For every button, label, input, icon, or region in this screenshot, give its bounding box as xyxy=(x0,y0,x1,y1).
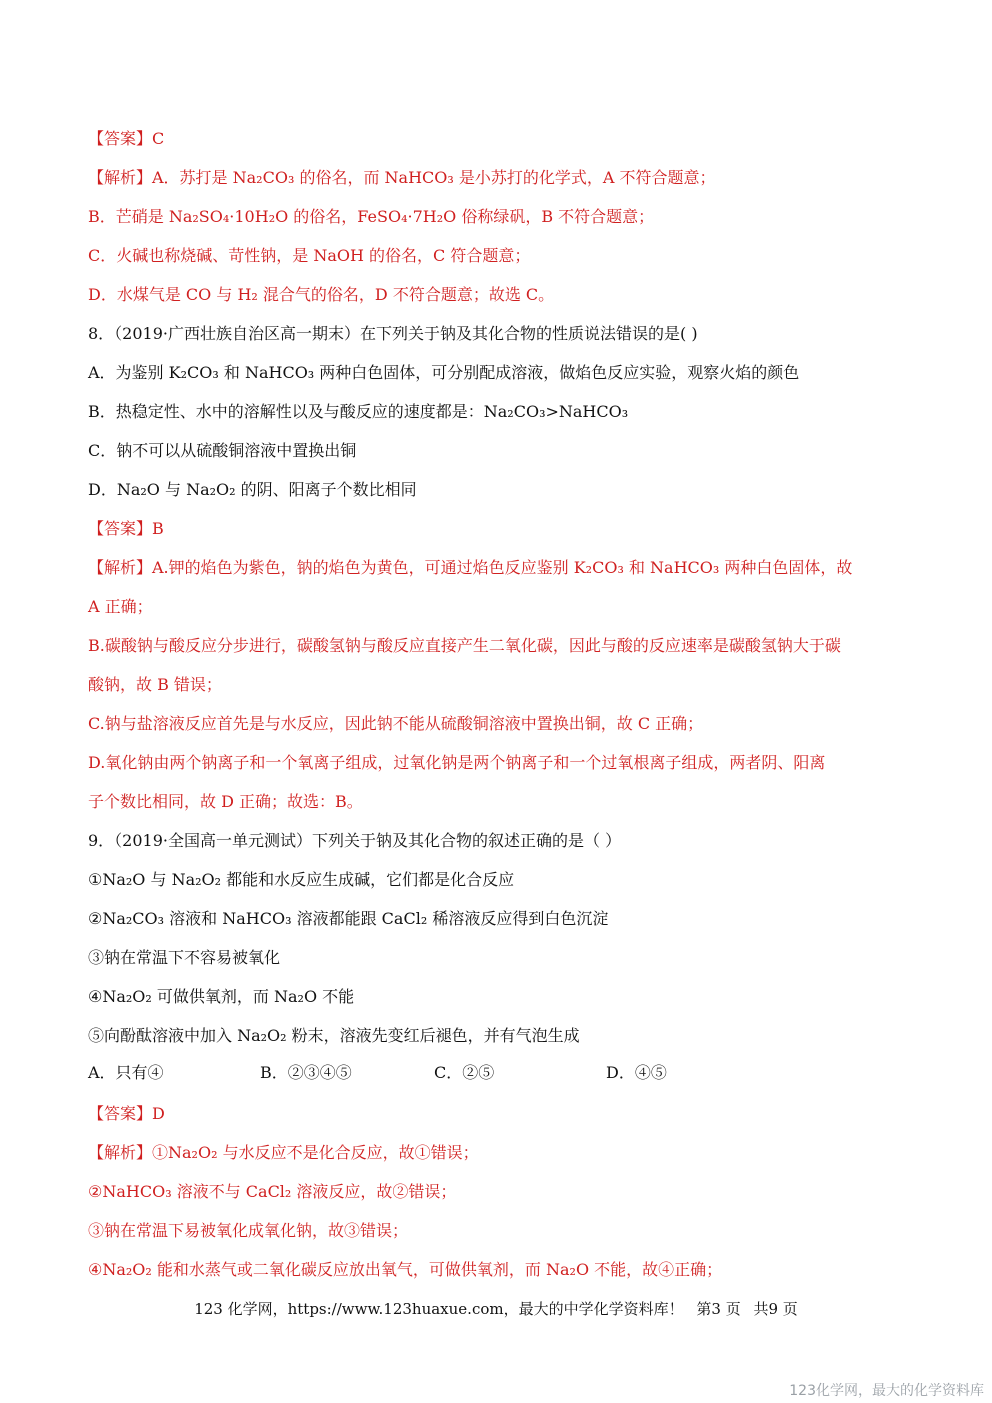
text-line-exp-8-d1: D.氧化钠由两个钠离子和一个氧离子组成，过氧化钠是两个钠离子和一个过氧根离子组成，两者阴、阳离 xyxy=(88,753,826,772)
text-line-exp-8-b2: 酸钠，故 B 错误； xyxy=(88,675,222,694)
footer-site-text: 123 化学网，https://www.123huaxue.com，最大的中学化学资料库！ xyxy=(194,1300,684,1318)
text-line-q8-a: A．为鉴别 K₂CO₃ 和 NaHCO₃ 两种白色固体，可分别配成溶液，做焰色反应实验，观察火焰的颜色 xyxy=(88,363,800,382)
text-line-exp-8-b1: B.碳酸钠与酸反应分步进行，碳酸氢钠与酸反应直接产生二氧化碳，因此与酸的反应速率是碳酸氢钠大于碳 xyxy=(88,636,841,655)
text-line-q9-3: ③钠在常温下不容易被氧化 xyxy=(88,948,281,967)
q9-option-b: B．②③④⑤ xyxy=(260,1063,352,1082)
footer-page-number: 第3 页 xyxy=(696,1300,741,1318)
text-line-ans-9: 【答案】D xyxy=(88,1104,165,1123)
q9-option-a: A．只有④ xyxy=(88,1063,164,1082)
text-line-q8-b: B．热稳定性、水中的溶解性以及与酸反应的速度都是：Na₂CO₃>NaHCO₃ xyxy=(88,402,629,421)
text-line-exp-9-4: ④Na₂O₂ 能和水蒸气或二氧化碳反应放出氧气，可做供氧剂，而 Na₂O 不能，故④正确； xyxy=(88,1260,723,1279)
text-line-q8: 8．（2019·广西壮族自治区高一期末）在下列关于钠及其化合物的性质说法错误的是( ) xyxy=(88,324,698,343)
text-line-exp-8-d2: 子个数比相同，故 D 正确；故选：B。 xyxy=(88,792,363,811)
text-line-ans-7: 【答案】C xyxy=(88,129,165,148)
text-line-ans-8: 【答案】B xyxy=(88,519,164,538)
q9-option-c: C．②⑤ xyxy=(434,1063,495,1082)
text-line-exp-7-c: C．火碱也称烧碱、苛性钠，是 NaOH 的俗名，C 符合题意； xyxy=(88,246,531,265)
text-line-q9: 9．（2019·全国高一单元测试）下列关于钠及其化合物的叙述正确的是（ ） xyxy=(88,831,622,850)
page-footer xyxy=(0,1298,992,1319)
text-line-exp-7-a: 【解析】A．苏打是 Na₂CO₃ 的俗名，而 NaHCO₃ 是小苏打的化学式，A 不符合题意； xyxy=(88,168,716,187)
text-line-q8-c: C．钠不可以从硫酸铜溶液中置换出铜 xyxy=(88,441,357,460)
text-line-exp-8-a1: 【解析】A.钾的焰色为紫色，钠的焰色为黄色，可通过焰色反应鉴别 K₂CO₃ 和 NaHCO₃ 两种白色固体，故 xyxy=(88,558,853,577)
watermark-text: 123化学网，最大的化学资料库 xyxy=(789,1383,984,1399)
text-line-exp-7-b: B．芒硝是 Na₂SO₄·10H₂O 的俗名，FeSO₄·7H₂O 俗称绿矾，B 不符合题意； xyxy=(88,207,655,226)
text-line-q9-5: ⑤向酚酞溶液中加入 Na₂O₂ 粉末，溶液先变红后褪色，并有气泡生成 xyxy=(88,1026,580,1045)
text-line-q9-2: ②Na₂CO₃ 溶液和 NaHCO₃ 溶液都能跟 CaCl₂ 稀溶液反应得到白色沉淀 xyxy=(88,909,609,928)
text-line-q9-1: ①Na₂O 与 Na₂O₂ 都能和水反应生成碱，它们都是化合反应 xyxy=(88,870,515,889)
text-line-q9-4: ④Na₂O₂ 可做供氧剂，而 Na₂O 不能 xyxy=(88,987,355,1006)
text-line-exp-8-a2: A 正确； xyxy=(88,597,153,616)
q9-option-d: D．④⑤ xyxy=(606,1063,667,1082)
text-line-exp-8-c: C.钠与盐溶液反应首先是与水反应，因此钠不能从硫酸铜溶液中置换出铜，故 C 正确； xyxy=(88,714,704,733)
text-line-q8-d: D．Na₂O 与 Na₂O₂ 的阴、阳离子个数比相同 xyxy=(88,480,417,499)
text-line-exp-9-1: 【解析】①Na₂O₂ 与水反应不是化合反应，故①错误； xyxy=(88,1143,479,1162)
text-line-exp-7-d: D．水煤气是 CO 与 H₂ 混合气的俗名，D 不符合题意；故选 C。 xyxy=(88,285,555,304)
footer-page-total: 共9 页 xyxy=(753,1300,798,1318)
text-line-exp-9-2: ②NaHCO₃ 溶液不与 CaCl₂ 溶液反应，故②错误； xyxy=(88,1182,457,1201)
text-line-exp-9-3: ③钠在常温下易被氧化成氧化钠，故③错误； xyxy=(88,1221,409,1240)
